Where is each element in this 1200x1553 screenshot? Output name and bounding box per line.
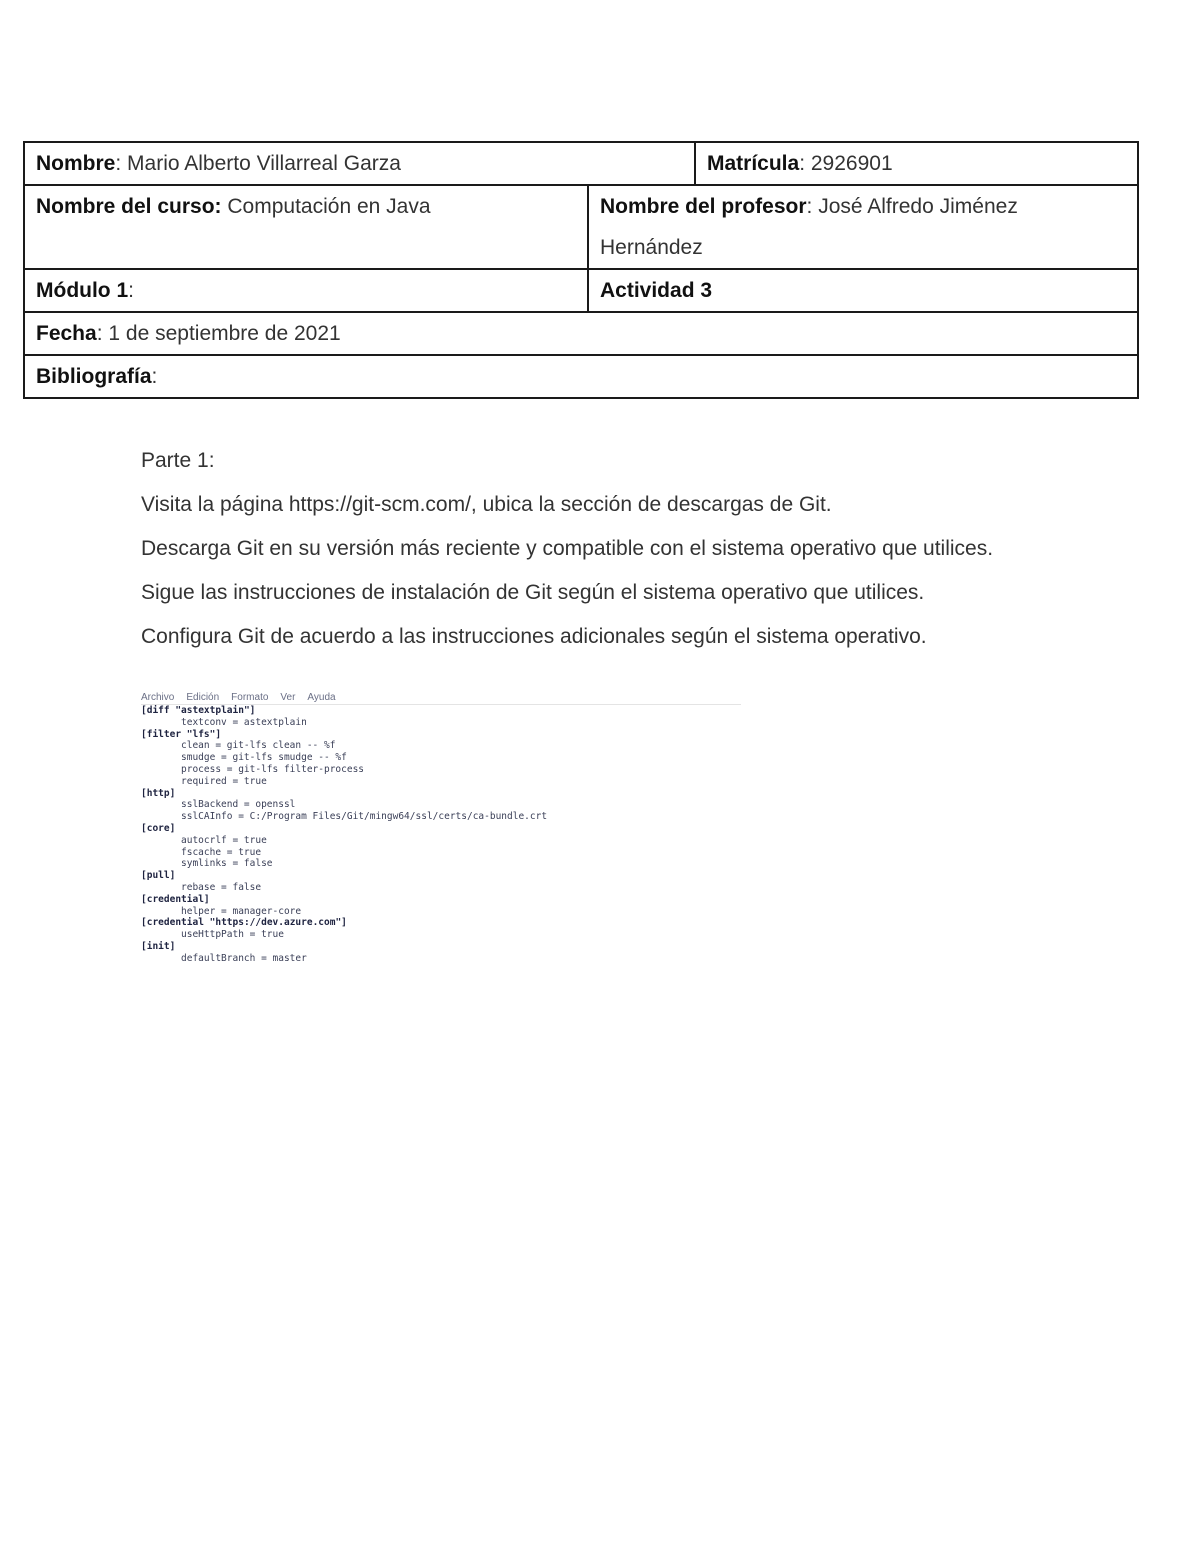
config-setting-line: sslCAInfo = C:/Program Files/Git/mingw64/ssl/certs/ca-bundle.crt: [181, 811, 548, 823]
menu-item-archivo: Archivo: [141, 692, 175, 703]
modulo-separator: :: [128, 279, 134, 302]
config-setting-line: autocrlf = true: [181, 834, 267, 846]
instructions-body: [141, 446, 1061, 666]
header-row-fecha: [24, 312, 1138, 355]
gitconfig-lines: [141, 705, 741, 964]
profesor-cell: [588, 185, 1138, 269]
config-section-line: [http]: [141, 787, 176, 799]
config-setting-line: textconv = astextplain: [181, 716, 307, 728]
menu-item-formato: Formato: [231, 692, 269, 703]
profesor-label: Nombre del profesor: [600, 195, 807, 218]
config-section-line: [filter "lfs"]: [141, 728, 222, 740]
config-setting-line: defaultBranch = master: [181, 952, 307, 964]
fecha-label: Fecha: [36, 322, 97, 345]
config-setting-line: symlinks = false: [181, 858, 273, 870]
curso-cell: [24, 185, 588, 269]
matricula-separator: :: [799, 152, 811, 175]
modulo-label: Módulo 1: [36, 279, 129, 302]
bibliografia-label: Bibliografía: [36, 365, 152, 388]
config-section-line: [credential "https://dev.azure.com"]: [141, 917, 347, 929]
header-row-curso: [24, 185, 1138, 269]
instruction-paragraph: Descarga Git en su versión más reciente y compatible con el sistema operativo que utilices.: [141, 537, 994, 560]
gitconfig-screenshot: [141, 692, 741, 964]
instruction-paragraph: Configura Git de acuerdo a las instrucciones adicionales según el sistema operativo.: [141, 625, 927, 648]
config-setting-line: fscache = true: [181, 846, 262, 858]
instruction-paragraph: Sigue las instrucciones de instalación de Git según el sistema operativo que utilices.: [141, 581, 925, 604]
notepad-menu-bar: [141, 692, 741, 705]
header-row-nombre: [24, 142, 1138, 185]
config-section-line: [diff "astextplain"]: [141, 705, 256, 716]
config-setting-line: clean = git-lfs clean -- %f: [181, 740, 336, 752]
section-heading: Parte 1:: [141, 449, 215, 472]
matricula-value: 2926901: [810, 152, 893, 175]
header-info-table: [23, 141, 1139, 399]
config-section-line: [credential]: [141, 893, 210, 905]
bibliografia-separator: :: [151, 365, 158, 388]
nombre-separator: :: [115, 152, 128, 175]
modulo-cell: [24, 269, 588, 312]
config-setting-line: helper = manager-core: [181, 905, 302, 917]
config-setting-line: required = true: [181, 775, 267, 787]
menu-item-edicion: Edición: [186, 692, 220, 703]
config-section-line: [init]: [141, 940, 176, 952]
profesor-value: José Alfredo Jiménez Hernández: [600, 195, 1018, 259]
config-setting-line: sslBackend = openssl: [181, 799, 296, 811]
instruction-paragraph: Visita la página https://git-scm.com/, ubica la sección de descargas de Git.: [141, 493, 832, 516]
bibliografia-cell: [24, 355, 1138, 398]
header-row-bibliografia: [24, 355, 1138, 398]
fecha-value: 1 de septiembre de 2021: [108, 322, 341, 345]
nombre-value: Mario Alberto Villarreal Garza: [127, 152, 401, 175]
config-section-line: [pull]: [141, 870, 176, 882]
actividad-cell: [588, 269, 1138, 312]
config-setting-line: smudge = git-lfs smudge -- %f: [181, 752, 347, 764]
curso-label: Nombre del curso:: [36, 195, 222, 218]
config-setting-line: rebase = false: [181, 881, 262, 893]
config-setting-line: useHttpPath = true: [181, 929, 284, 941]
header-row-modulo: [24, 269, 1138, 312]
menu-item-ayuda: Ayuda: [307, 692, 336, 703]
menu-item-ver: Ver: [280, 692, 296, 703]
profesor-separator: :: [806, 195, 819, 218]
config-setting-line: process = git-lfs filter-process: [181, 763, 365, 775]
matricula-cell: [695, 142, 1138, 185]
config-section-line: [core]: [141, 822, 176, 834]
actividad-label: Actividad 3: [600, 279, 713, 302]
nombre-cell: [24, 142, 695, 185]
fecha-cell: [24, 312, 1138, 355]
fecha-separator: :: [96, 322, 109, 345]
nombre-label: Nombre: [36, 152, 116, 175]
curso-value: Computación en Java: [227, 195, 431, 218]
matricula-label: Matrícula: [707, 152, 800, 175]
